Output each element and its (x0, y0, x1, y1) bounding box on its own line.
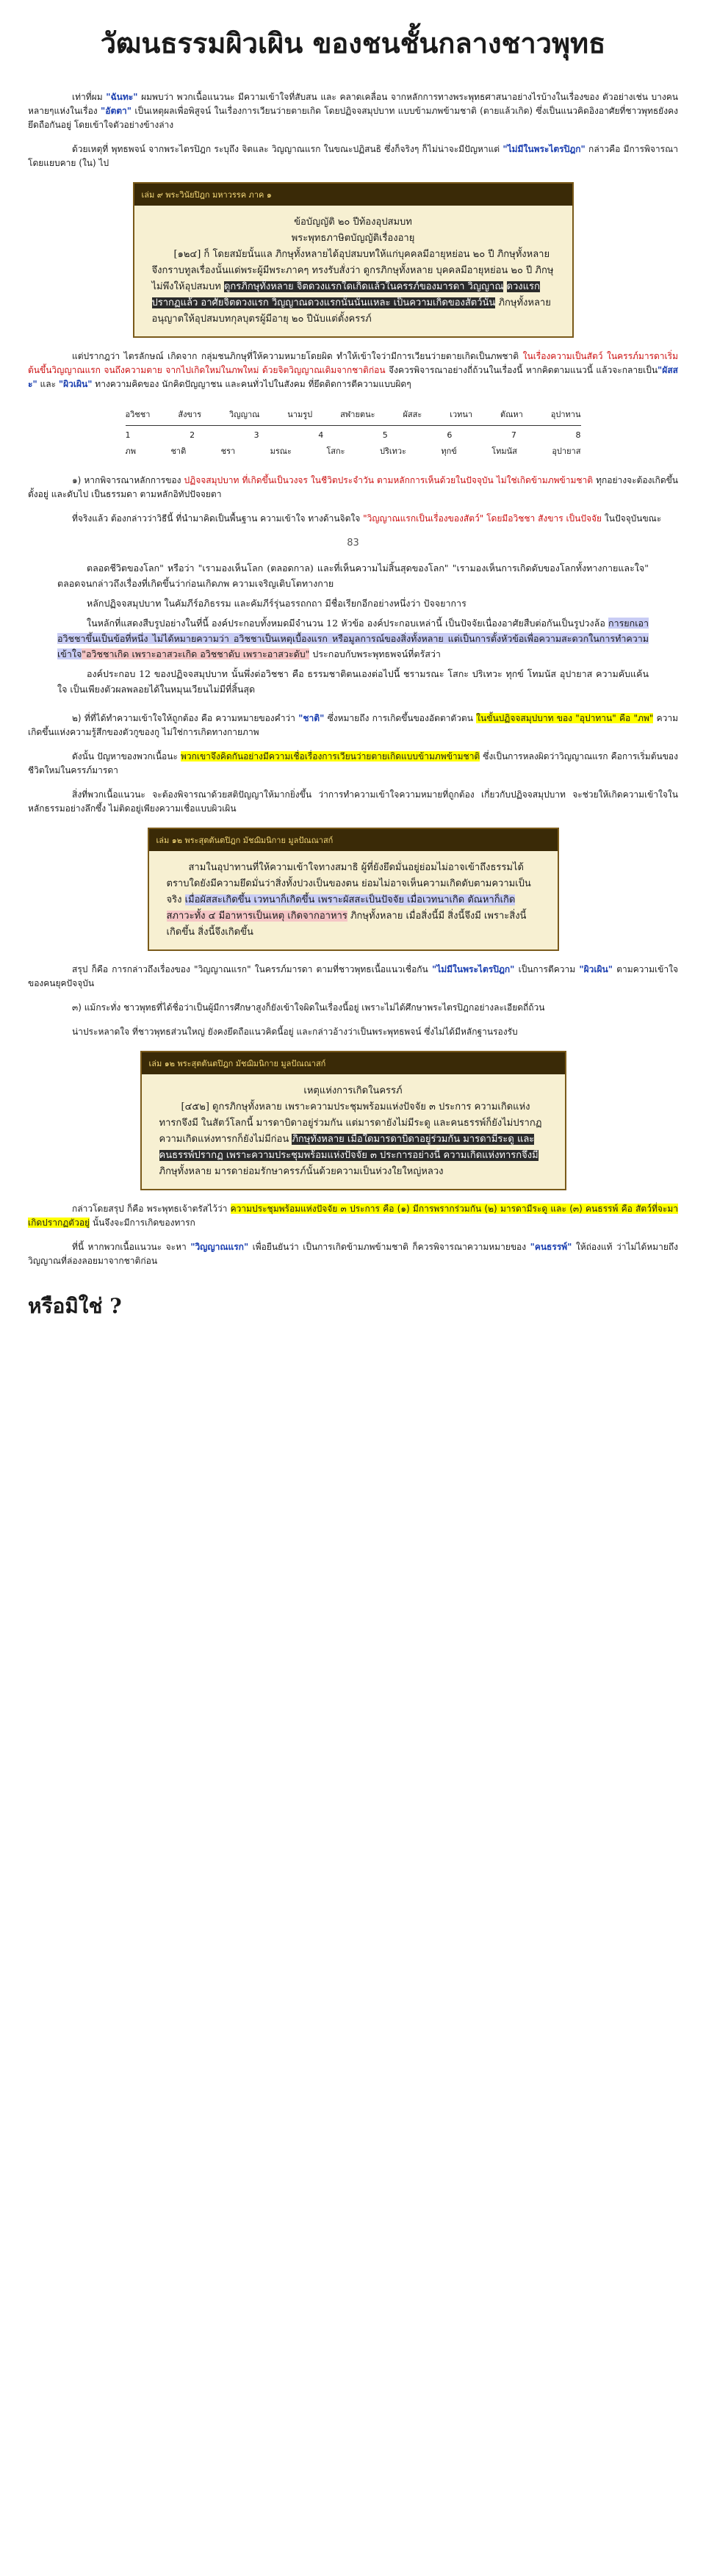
scripture-subtitle: พระพุทธภาษิตบัญญัติเรื่องอายุ (291, 233, 415, 244)
paragraph-consider: สิ่งที่พวกเนื้อแนวนะ จะต้องพิจารณาด้วยสติปัญญาให้มากยิ่งขึ้น ว่าการทำความเข้าใจความหมายที่ถูกต้อง เกี่ยวกับปฏิจจสมุปบาท จะช่วยให้เกิดความเข้าใจในหลักธรรมอย่างลึกซึ้ง ไม่ติดอยู่เพียงความเชื่อแบบผิวเผิน (28, 789, 678, 814)
chain-number: 5 (382, 430, 388, 440)
highlighted-quote: ดวงแรกปรากฏแล้ว อาศัยจิตดวงแรก วิญญาณดวงแรกนั้นนั่นแหละ เป็นความเกิดของสัตว์นั้น (151, 281, 540, 308)
paragraph-intro (28, 90, 678, 132)
scripture-text (167, 860, 540, 941)
chain-term: สฬายตนะ (340, 410, 375, 419)
closing-question: หรือมิใช่ ? (28, 1294, 122, 1318)
chain-number: 1 (125, 430, 131, 440)
emphasis: "อัตตา" (100, 106, 132, 116)
chain-number: 6 (447, 430, 453, 440)
chain-term: อุปาทาน (550, 410, 581, 419)
yellow-highlight: พวกเขาจึงคิดกันอย่างมีความเชื่อเรื่องการเวียนว่ายตายเกิดแบบข้ามภพข้ามชาติ (180, 751, 480, 761)
chain-number: 7 (511, 430, 516, 440)
red-emphasis: ในเรื่องความเป็นสัตว์ ในครรภ์มารดาเริ่มต้นขึ้นวิญญาณแรก จนถึงความตาย จากไปเกิดใหม่ในภพใหม่ ด้วยจิตวิญญาณเดิมจากชาติก่อน (28, 351, 679, 375)
book-scan-excerpt (57, 560, 649, 697)
text: เป็นการตีความ (514, 964, 580, 974)
emphasis: "ผิวเผิน" (58, 379, 93, 389)
scripture-excerpt-1 (133, 182, 574, 338)
blue-highlight: เมื่อผัสสะเกิดขึ้น เวทนาก็เกิดขึ้น เพราะผัสสะเป็นปัจจัย เมื่อเวทนาเกิด ตัณหาก็เกิด (184, 894, 516, 905)
chain-term: ทุกข์ (441, 446, 457, 456)
chain-bottom-row (126, 444, 581, 457)
scripture-text (152, 247, 555, 328)
emphasis: "ชาติ" (298, 713, 325, 723)
yellow-highlight: ในขั้นปฏิจจสมุปบาท ของ "อุปาทาน" คือ "ภพ" (476, 713, 654, 723)
text: ด้วยเหตุที่ พุทธพจน์ จากพระไตรปิฎก ระบุถึง จิตและ วิญญาณแรก ในขณะปฏิสนธิ ซึ่งก็จริงๆ ก็ไม่น่าจะมีปัญหาแต่ (72, 144, 503, 154)
text: ๑) หากพิจารณาหลักการของ (72, 475, 184, 485)
paragraph-point-3: ๓) แม้กระทั่ง ชาวพุทธที่ได้ชื่อว่าเป็นผู้มีการศึกษาสูงก็ยังเข้าใจผิดในเรื่องนี้อยู่ เพราะไม่ได้ศึกษาพระไตรปิฎกอย่างละเอียดถี่ถ้วน (72, 1002, 545, 1013)
text: สามในอุปาทานที่ให้ความเข้าใจทางสมาธิ ผู้ที่ยังยึดมั่นอยู่ย่อมไม่อาจเข้าถึงธรรมได้ ตราบใดยังมีความยึดมั่นว่าสิ่งทั้งปวงเป็นของตน ย่อมไม่อาจเห็นความเกิดดับตามความเป็นจริง (166, 862, 531, 905)
page-number: 83 (347, 538, 359, 549)
scan-paragraph: ตลอดชีวิตของโลก" หรือว่า "เรามองเห็นโลก (ตลอดกาล) และที่เห็นความไม่สิ้นสุดของโลก" "เรามองเห็นการเกิดดับของโลกทั้งทางกายและใจ" ตลอดจนกล่าวถึงเรื่องที่เกิดขึ้นว่าก่อนเกิดภพ ความเจริญเติบโตทางกาย (57, 562, 649, 589)
scripture-header: เล่ม ๑๒ พระสุตตันตปิฎก มัชฌิมนิกาย มูลปัณณาสก์ (142, 1052, 565, 1074)
text: สรุป ก็คือ การกล่าวถึงเรื่องของ "วิญญาณแรก" ในครรภ์มารดา ตามที่ชาวพุทธเนื้อแนวเชื่อกัน (72, 964, 432, 974)
scripture-body (149, 851, 558, 949)
text: ทางความคิดของ นักคิดปัญญาชน และคนทั่วไปในสังคม ที่ยึดติดการตีความแบบผิดๆ (92, 379, 411, 389)
blue-highlight: การยกเอาอวิชชาขึ้นเป็นข้อที่หนึ่ง ไม่ได้หมายความว่า อวิชชาเป็นเหตุเบื้องแรก หรือมูลการณ์ของสิ่งทั้งหลาย แต่เป็นการตั้งหัวข้อเพื่อความสะดวกในการทำความเข้าใจ (57, 618, 649, 659)
text: ผมพบว่า พวกเนื้อแนวนะ มีความเข้าใจที่สับสน และ คลาดเคลื่อน จากหลักการทางพระพุทธศาสนาอย่างไรบ้างในเรื่องของ ตัวอย่างเช่น บางคนหลายๆแห่งในเรื่อง (28, 92, 678, 116)
chain-term: มรณะ (270, 446, 292, 456)
paragraph-point-2 (28, 712, 678, 739)
emphasis: "ผัสสะ" (28, 365, 678, 389)
text: ๒) ที่ที่ได้ทำความเข้าใจให้ถูกต้อง คือ ความหมายของคำว่า (72, 713, 299, 723)
paragraph-final (28, 1240, 678, 1268)
text: ประกอบกับพระพุทธพจน์ที่ตรัสว่า (309, 648, 441, 659)
emphasis: "คนธรรพ์" (530, 1242, 572, 1252)
red-highlight: สภาวะทั้ง ๔ มีอาหารเป็นเหตุ เกิดจากอาหาร (166, 911, 347, 922)
text: แต่ปรากฎว่า ไตรลักษณ์ เกิดจาก กลุ่มชนภิกษุที่ให้ความหมายโดยผิด ทำให้เข้าใจว่ามีการเวียนว่ายตายเกิดเป็นภพชาติ (72, 351, 523, 361)
text: [๔๕๒] ดูกรภิกษุทั้งหลาย เพราะความประชุมพร้อมแห่งปัจจัย ๓ ประการ ความเกิดแห่งทารกจึงมี ในสัตว์โลกนี้ มารดาบิดาอยู่ร่วมกัน แต่มารดายังไม่มีระดู และคนธรรพ์ก็ยังไม่ปรากฏ ความเกิดแห่งทารกก็ยังไม่มีก่อน (159, 1101, 542, 1145)
chain-term: วิญญาณ (229, 410, 260, 419)
scripture-title: เหตุแห่งการเกิดในครรภ์ (303, 1085, 403, 1096)
text: ภิกษุทั้งหลายอนุญาตให้อุปสมบทกุลบุตรผู้มีอายุ ๒๐ ปีนับแต่ตั้งครรภ์ (151, 297, 551, 325)
emphasis: "ผิวเผิน" (579, 964, 613, 974)
highlighted-quote: ภิกษุทั้งหลาย เมื่อใดมารดาบิดาอยู่ร่วมกัน มารดามีระดู และคนธรรพ์ปรากฏ เพราะความประชุมพร้อมแห่งปัจจัย ๓ ประการอย่างนี้ ความเกิดแห่งทารกจึงมี (159, 1134, 538, 1161)
red-highlight: "อวิชชาเกิด เพราะอาสวะเกิด อวิชชาดับ เพราะอาสวะดับ" (82, 648, 310, 659)
chain-term: อวิชชา (125, 410, 151, 419)
chain-top-row (126, 408, 581, 421)
chain-number: 8 (575, 430, 581, 440)
text: ภิกษุทั้งหลาย เมื่อสิ่งนี้มี สิ่งนี้จึงมี เพราะสิ่งนี้เกิดขึ้น สิ่งนี้จึงเกิดขึ้น (166, 911, 527, 938)
text: ทุกอย่างจะต้องเกิดขึ้น ตั้งอยู่ และดับไป เป็นธรรมดา ตามหลักอิทัปปัจจยตา (28, 475, 679, 499)
scan-paragraph: องค์ประกอบ 12 ของปฏิจจสมุปบาท นั้นพึ่งต่อวิชชา คือ ธรรมชาติตนเองต่อไปนี้ ชรามรณะ โสกะ ปริเทวะ ทุกข์ โทมนัส อุปายาส ความคับแค้นใจ เป็นเพียงตัวผลพลอยได้ในหมุนเวียนไม่มีที่สิ้นสุด (57, 668, 649, 695)
chain-term: ชาติ (170, 446, 187, 456)
scan-paragraph: หลักปฏิจจสมุปบาท ในคัมภีร์อภิธรรม และคัมภีร์รุ่นอรรถกถา มีชื่อเรียกอีกอย่างหนึ่งว่า ปัจจยาการ (87, 598, 467, 609)
chain-term: สังขาร (178, 410, 202, 419)
scripture-body (142, 1074, 565, 1189)
chain-term: เวทนา (450, 410, 473, 419)
text: [๑๒๔] ก็ โดยสมัยนั้นแล ภิกษุทั้งหลายได้อุปสมบทให้แก่บุคคลมีอายุหย่อน ๒๐ ปี ภิกษุทั้งหลายจึงกราบทูลเรื่องนั้นแด่พระผู้มีพระภาคๆ ทรงรับสั่งว่า ดูกรภิกษุทั้งหลาย บุคคลมีอายุหย่อน ๒๐ ปี ภิกษุไม่พึงให้อุปสมบท (151, 249, 554, 292)
text: ความเกิดขึ้นแห่งความรู้สึกของตัวกูของกู ไม่ใช่การเกิดทางกายภาพ (28, 713, 678, 737)
scripture-body (134, 206, 572, 336)
text: และ (37, 379, 59, 389)
red-emphasis: ปฏิจจสมุปบาท ที่เกิดขึ้นเป็นวงจร ในชีวิตประจำวัน ตามหลักการเห็นด้วยในปัจจุบัน ไม่ใช่เกิดข้ามภพข้ามชาติ (184, 475, 594, 485)
text: ที่นี้ หากพวกเนื้อแนวนะ จะหา (72, 1242, 191, 1252)
paragraph-analysis (28, 350, 678, 391)
paragraph-problem (28, 750, 678, 778)
text: ซึ่งเป็นการหลงผิดว่าวิญญาณแรก คือการเริ่มต้นของชีวิตใหม่ในครรภ์มารดา (28, 751, 678, 775)
emphasis: "ไม่มีในพระไตรปิฎก" (431, 964, 515, 974)
emphasis: "ฉันทะ" (106, 92, 138, 102)
chain-term: ตัณหา (500, 410, 523, 419)
highlighted-quote: ดูกรภิกษุทั้งหลาย จิตดวงแรกใดเกิดแล้วในครรภ์ของมารดา วิญญาณ (223, 281, 504, 292)
emphasis: "ไม่มีในพระไตรปิฎก" (503, 144, 586, 154)
page-title: วัฒนธรรมผิวเผิน ของชนชั้นกลางชาวพุทธ (100, 26, 606, 59)
dependent-origination-chain (126, 408, 581, 457)
chain-number: 4 (318, 430, 324, 440)
text: เพื่อยืนยันว่า เป็นการเกิดข้ามภพข้ามชาติ ก็ควรพิจารณาความหมายของ (248, 1242, 530, 1252)
yellow-highlight: ความประชุมพร้อมแห่งปัจจัย ๓ ประการ คือ (๑) มีการพรากร่วมกัน (๒) มารดามีระดู และ (๓) คนธรรพ์ คือ สัตว์ที่จะมาเกิดปรากฏตัวอยู่ (28, 1204, 678, 1228)
paragraph-summary (28, 963, 678, 991)
chain-term: ปริเทวะ (379, 446, 406, 456)
paragraph-point-1 (28, 474, 678, 502)
chain-term: ผัสสะ (403, 410, 422, 419)
chain-term: ภพ (125, 446, 137, 456)
text: ให้ถ่องแท้ ว่าไม่ได้หมายถึงวิญญาณที่ล่องลอยมาจากชาติก่อน (28, 1242, 678, 1266)
scan-paragraph (57, 615, 649, 662)
text: จึงควรพิจารณาอย่างถี่ถ้วนในเรื่องนี้ หากคิดตามแนวนี้ แล้วจะกลายเป็น (385, 365, 658, 375)
text: ตามความเข้าใจของคนยุคปัจจุบัน (28, 964, 678, 988)
scripture-excerpt-3 (140, 1051, 566, 1190)
text: ในปัจจุบันขณะ (602, 513, 662, 524)
text: ในหลักที่แสดงสืบรูปอย่างในที่นี้ องค์ประกอบทั้งหมดมีจำนวน 12 หัวข้อ องค์ประกอบเหล่านี้ เป็นปัจจัยเนื่องอาศัยสืบต่อกันเป็นรูปวงล้อ (87, 618, 608, 629)
emphasis: "วิญญาณแรก" (190, 1242, 249, 1252)
chain-term: โทมนัส (491, 446, 517, 456)
text: เท่าที่ผม (72, 92, 107, 102)
scripture-text (159, 1099, 547, 1180)
scripture-header: เล่ม ๙ พระวินัยปิฎก มหาวรรค ภาค ๑ (134, 184, 572, 206)
text: เป็นเหตุผลเพื่อพิสูจน์ ในเรื่องการเวียนว่ายตายเกิด โดยปฏิจจสมุปบาท แบบข้ามภพข้ามชาติ (ตายแล้วเกิด) (132, 106, 533, 116)
scripture-excerpt-2 (148, 828, 559, 951)
text: กล่าวคือ มีการพิจารณาโดยแยบคาย (ใน) ไป (28, 144, 678, 168)
paragraph-remark: น่าประหลาดใจ ที่ชาวพุทธส่วนใหญ่ ยังคงยึดถือแนวคิดนี้อยู่ และกล่าวอ้างว่าเป็นพระพุทธพจน์ ซึ่งไม่ได้มีหลักฐานรองรับ (72, 1027, 518, 1037)
paragraph-point-1b (28, 512, 678, 526)
paragraph-premise (28, 142, 678, 170)
text: ภิกษุทั้งหลาย มารดาย่อมรักษาครรภ์นั้นด้วยความเป็นห่วงใยใหญ่หลวง (159, 1166, 444, 1177)
scripture-header: เล่ม ๑๒ พระสุตตันตปิฎก มัชฌิมนิกาย มูลปัณณาสก์ (149, 829, 558, 851)
chain-term: นามรูป (287, 410, 313, 419)
text: ดังนั้น ปัญหาของพวกเนื้อนะ (72, 751, 181, 761)
scripture-title: ข้อบัญญัติ ๒๐ ปีท้องอุปสมบท (294, 217, 412, 228)
chain-number-row (126, 430, 581, 440)
paragraph-conclusion (28, 1202, 678, 1230)
text: กล่าวโดยสรุป ก็คือ พระพุทธเจ้าตรัสไว้ว่า (72, 1204, 231, 1214)
chain-term: ชรา (220, 446, 236, 456)
chain-number: 3 (253, 430, 259, 440)
chain-term: อุปายาส (552, 446, 581, 456)
red-emphasis: "วิญญาณแรกเป็นเรื่องของสัตว์" โดยมีอวิชชา สังขาร เป็นปัจจัย (363, 513, 602, 524)
chain-term: โสกะ (326, 446, 345, 456)
chain-line (126, 425, 581, 426)
text: ซึ่งหมายถึง การเกิดขึ้นของอัตตาตัวตน (324, 713, 477, 723)
text: ที่จริงแล้ว ต้องกล่าวว่าวิธีนี้ ที่นำมาคิดเป็นพื้นฐาน ความเข้าใจ ทางด้านจิตใจ (72, 513, 364, 524)
chain-number: 2 (190, 430, 195, 440)
text: ซึ่งเป็นแนวคิดอิงอาศัยที่ชาวพุทธยังคงยึดถือกันอยู่ โดยเข้าใจตัวอย่างข้างล่าง (28, 106, 678, 130)
text: นั้นจึงจะมีการเกิดของทารก (90, 1218, 195, 1228)
